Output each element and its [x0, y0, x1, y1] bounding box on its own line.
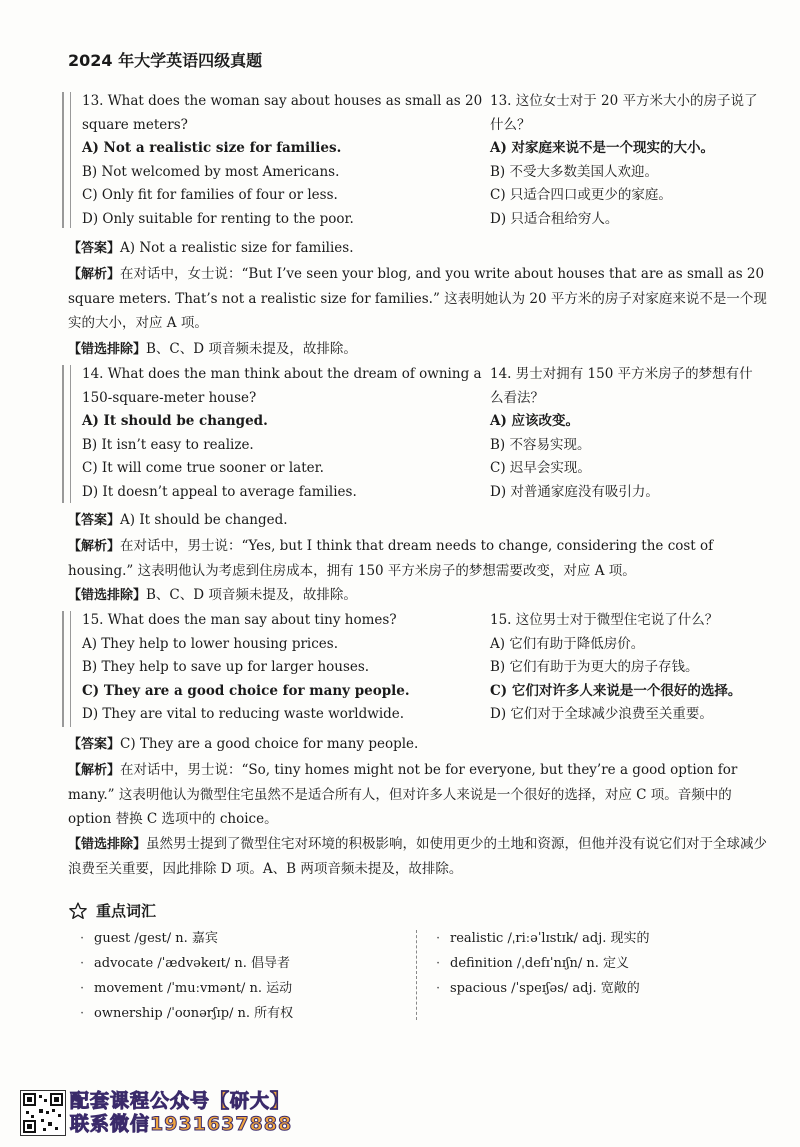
option-b: B) It isn’t easy to realize.: [82, 436, 254, 453]
option-c: C) Only fit for families of four or less.: [82, 187, 338, 203]
vocab-item: · movement /ˈmuːvmənt/ n. 运动: [80, 981, 293, 996]
vocab-item: · definition /ˌdefɪˈnɪʃn/ n. 定义: [436, 956, 630, 971]
vocabulary-left-column: [80, 926, 293, 1026]
exclude-text: B、C、D 项音频未提及，故排除。: [146, 341, 357, 357]
star-outline-icon: [68, 901, 88, 921]
option-c-correct: C) They are a good choice for many people.: [82, 682, 410, 699]
option-a-correct: A) It should be changed.: [82, 413, 268, 429]
vocab-item: · realistic /ˌriːəˈlɪstɪk/ adj. 现实的: [436, 931, 650, 946]
analysis-15: [68, 758, 774, 831]
analysis-14: [68, 534, 774, 583]
option-b: B) 不容易实现。: [490, 436, 591, 453]
exclude-13: [68, 337, 774, 362]
analysis-text: 在对话中，男士说：“Yes, but I think that dream needs to change, considering the cost of housing.” 这表明他认为考虑到住房成本，拥有 150 平方米房子的梦想需要改变，对应 A 项。: [68, 538, 714, 579]
question-13-block: [62, 90, 774, 230]
analysis-text: 在对话中，男士说：“So, tiny homes might not be for everyone, but they’re a good option for many.” 这表明他认为微型住宅虽然不是适合所有人，但对许多人来说是一个很好的选择，对应 C 项。音频中的 option 替换 C 选项中的 choice。: [68, 762, 738, 827]
option-c: C) It will come true sooner or later.: [82, 460, 324, 476]
analysis-label: 【解析】: [68, 267, 121, 282]
question-side-bar: [62, 611, 71, 727]
option-b: B) 不受大多数美国人欢迎。: [490, 163, 658, 180]
question-stem-line: 150-square-meter house?: [82, 389, 257, 406]
question-stem-line: 14. What does the man think about the dream of owning a: [82, 366, 482, 382]
answer-label: 【答案】: [68, 241, 121, 256]
question-15-block: [62, 609, 774, 729]
question-14-block: [62, 363, 774, 505]
answer-13: [68, 236, 774, 261]
exclude-label: 【错选排除】: [68, 342, 147, 357]
question-14-english: [82, 363, 482, 504]
question-stem-line: 14. 男士对拥有 150 平方米房子的梦想有什: [490, 366, 753, 382]
answer-text: A) It should be changed.: [120, 512, 288, 528]
option-a-correct: A) 对家庭来说不是一个现实的大小。: [490, 140, 715, 156]
vocab-item: · ownership /ˈoʊnərʃɪp/ n. 所有权: [80, 1006, 294, 1021]
vocab-entry: movement /ˈmuːvmənt/ n. 运动: [94, 981, 293, 996]
vocab-entry: ownership /ˈoʊnərʃɪp/ n. 所有权: [94, 1006, 294, 1021]
analysis-label: 【解析】: [68, 763, 121, 778]
question-stem-line: 什么？: [490, 116, 531, 133]
option-d: D) 对普通家庭没有吸引力。: [490, 483, 659, 500]
exclude-label: 【错选排除】: [68, 837, 147, 852]
option-b: B) 它们有助于为更大的房子存钱。: [490, 659, 699, 675]
answer-label: 【答案】: [68, 737, 121, 752]
vocabulary-right-column: [436, 926, 650, 1001]
vocabulary-title-text: 重点词汇: [96, 902, 157, 920]
option-d: D) It doesn’t appeal to average families.: [82, 483, 357, 500]
exclude-label: 【错选排除】: [68, 588, 147, 603]
analysis-label: 【解析】: [68, 539, 121, 554]
vocab-entry: spacious /ˈspeɪʃəs/ adj. 宽敞的: [450, 981, 640, 996]
question-stem-line: 15. 这位男士对于微型住宅说了什么？: [490, 612, 719, 628]
question-15-english: [82, 609, 462, 727]
question-stem-line: square meters?: [82, 116, 188, 133]
analysis-text: 在对话中，女士说：“But I’ve seen your blog, and you write about houses that are as small as 20 square meters. That’s not a realistic size for families.” 这表明她认为 20 平方米的房子对家庭来说不是一个现实的大小，对应 A 项。: [68, 266, 767, 331]
vocab-entry: advocate /ˈædvəkeɪt/ n. 倡导者: [94, 956, 290, 971]
page-header-title: 2024 年大学英语四级真题: [68, 51, 263, 70]
answer-text: C) They are a good choice for many people.: [120, 736, 419, 752]
question-side-bar: [62, 365, 71, 503]
analysis-13: [68, 262, 774, 335]
option-b: B) Not welcomed by most Americans.: [82, 163, 340, 180]
question-stem-line: 15. What does the man say about tiny homes?: [82, 612, 397, 628]
answer-15: [68, 732, 774, 757]
promo-line-1: 配套课程公众号【研大】: [70, 1090, 291, 1112]
question-stem-line: 13. What does the woman say about houses as small as 20: [82, 93, 483, 109]
option-a: A) 它们有助于降低房价。: [490, 635, 645, 652]
option-d: D) 它们对于全球减少浪费至关重要。: [490, 706, 713, 722]
option-d: D) They are vital to reducing waste worldwide.: [82, 706, 405, 722]
vocab-item: · guest /ɡest/ n. 嘉宾: [80, 931, 218, 946]
option-b: B) They help to save up for larger houses.: [82, 659, 370, 675]
vocabulary-title: [68, 900, 156, 921]
exclude-15: [68, 832, 774, 881]
answer-text: A) Not a realistic size for families.: [120, 240, 354, 256]
question-stem-line: 13. 这位女士对于 20 平方米大小的房子说了: [490, 93, 758, 109]
question-15-chinese: [490, 609, 780, 727]
option-c-correct: C) 它们对许多人来说是一个很好的选择。: [490, 682, 742, 699]
question-14-chinese: [490, 363, 780, 504]
vocab-item: · spacious /ˈspeɪʃəs/ adj. 宽敞的: [436, 981, 640, 996]
question-stem-line: 么看法？: [490, 389, 544, 406]
vocab-item: · advocate /ˈædvəkeɪt/ n. 倡导者: [80, 956, 290, 971]
vocabulary-divider: [416, 930, 417, 1020]
exclude-14: [68, 583, 774, 608]
promo-line-2: 联系微信1931637888: [70, 1113, 293, 1135]
vocab-entry: definition /ˌdefɪˈnɪʃn/ n. 定义: [450, 956, 630, 971]
question-13-chinese: [490, 90, 780, 231]
exclude-text: 虽然男士提到了微型住宅对环境的积极影响，如使用更少的土地和资源，但他并没有说它们对于全球减少浪费至关重要，因此排除 D 项。A、B 两项音频未提及，故排除。: [68, 836, 768, 877]
qr-code-icon: [20, 1090, 66, 1136]
option-a: A) They help to lower housing prices.: [82, 635, 338, 652]
option-d: D) 只适合租给穷人。: [490, 210, 619, 227]
question-13-english: [82, 90, 483, 231]
option-c: C) 迟早会实现。: [490, 460, 591, 476]
answer-label: 【答案】: [68, 513, 121, 528]
option-a-correct: A) Not a realistic size for families.: [82, 140, 342, 156]
promo-text: [70, 1090, 292, 1136]
exclude-text: B、C、D 项音频未提及，故排除。: [146, 587, 357, 603]
option-d: D) Only suitable for renting to the poor.: [82, 210, 354, 227]
vocab-entry: realistic /ˌriːəˈlɪstɪk/ adj. 现实的: [450, 931, 650, 946]
option-a-correct: A) 应该改变。: [490, 413, 580, 429]
vocab-entry: guest /ɡest/ n. 嘉宾: [94, 931, 218, 946]
question-side-bar: [62, 92, 71, 228]
answer-14: [68, 508, 774, 533]
option-c: C) 只适合四口或更少的家庭。: [490, 187, 672, 203]
